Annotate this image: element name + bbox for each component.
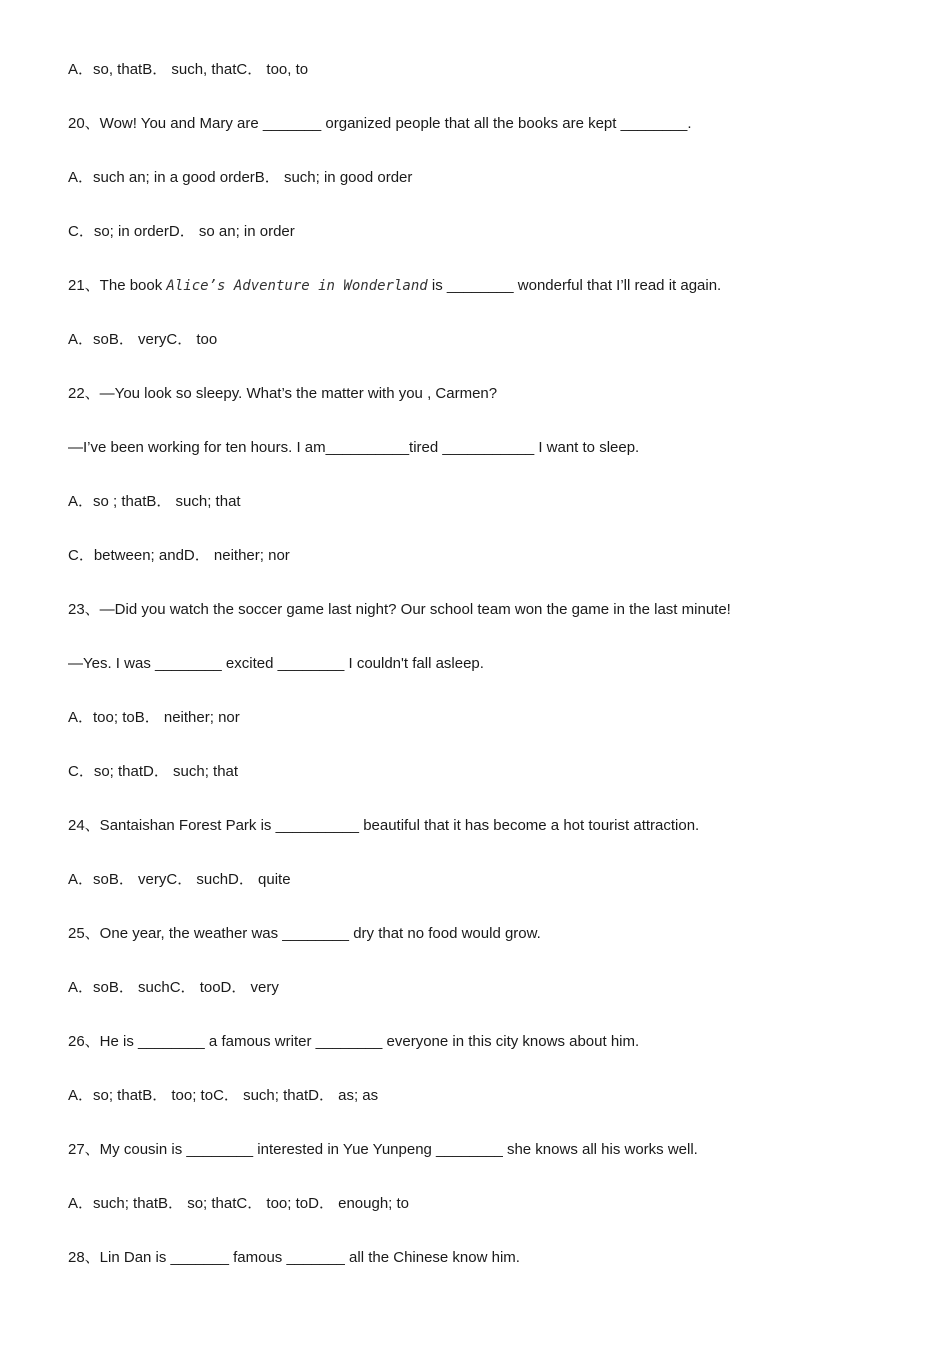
- q23-options-ab: A．too; toB． neither; nor: [68, 709, 240, 726]
- q24-options: A．soB． veryC． suchD． quite: [68, 871, 291, 888]
- q22-options-ab: A．so ; thatB． such; that: [68, 493, 241, 510]
- q23-answer-line: —Yes. I was ________ excited ________ I couldn't fall asleep.: [68, 655, 484, 672]
- q27-options: A．such; thatB． so; thatC． too; toD． enough; to: [68, 1195, 410, 1212]
- q24-question: 24、Santaishan Forest Park is __________ beautiful that it has become a hot tourist attraction.: [68, 817, 700, 834]
- q21-text-after: is ________ wonderful that I’ll read it again.: [427, 277, 722, 294]
- q23-options-cd: C．so; thatD． such; that: [68, 763, 239, 780]
- q21-options: A．soB． veryC． too: [68, 331, 218, 348]
- q25-question: 25、One year, the weather was ________ dry that no food would grow.: [68, 925, 541, 942]
- q21-question: [68, 276, 721, 296]
- q19-options: A．so, thatB． such, thatC． too, to: [68, 61, 309, 78]
- q23-question: 23、—Did you watch the soccer game last night? Our school team won the game in the last minute!: [68, 601, 731, 618]
- q21-text-before: 21、The book: [68, 277, 167, 294]
- q26-options: A．so; thatB． too; toC． such; thatD． as; as: [68, 1087, 379, 1104]
- q22-answer-line: —I’ve been working for ten hours. I am__________tired ___________ I want to sleep.: [68, 439, 640, 456]
- q22-options-cd: C．between; andD． neither; nor: [68, 547, 290, 564]
- q26-question: 26、He is ________ a famous writer ________ everyone in this city knows about him.: [68, 1033, 640, 1050]
- q27-question: 27、My cousin is ________ interested in Yue Yunpeng ________ she knows all his works well.: [68, 1141, 698, 1158]
- q20-options-cd: C．so; in orderD． so an; in order: [68, 223, 295, 240]
- book-title: Alice’s Adventure in Wonderland: [166, 278, 428, 294]
- q25-options: A．soB． suchC． tooD． very: [68, 979, 279, 996]
- q28-question: 28、Lin Dan is _______ famous _______ all the Chinese know him.: [68, 1249, 520, 1266]
- q20-question: 20、Wow! You and Mary are _______ organized people that all the books are kept ________.: [68, 115, 692, 132]
- q22-question: 22、—You look so sleepy. What’s the matter with you , Carmen?: [68, 385, 498, 402]
- q20-options-ab: A．such an; in a good orderB． such; in good order: [68, 169, 413, 186]
